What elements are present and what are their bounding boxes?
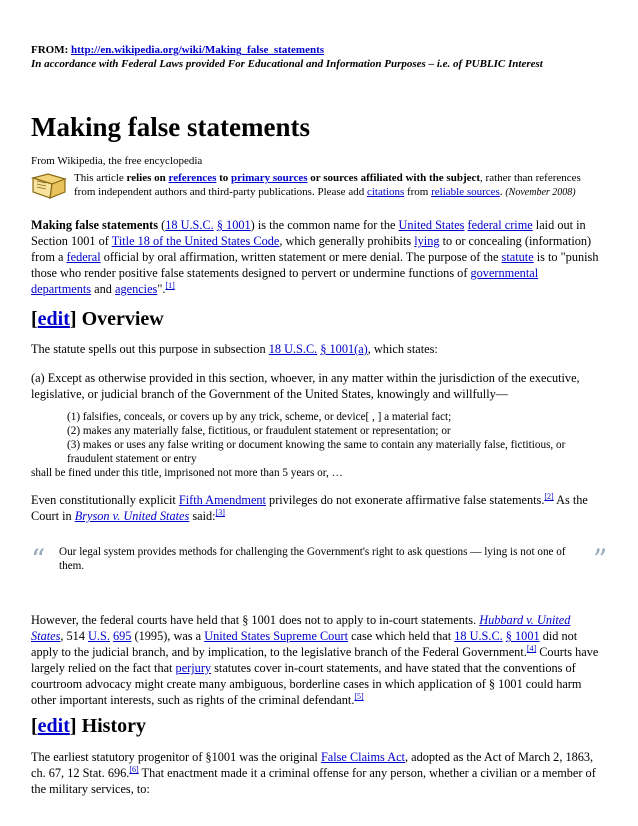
bryson-link[interactable]: Bryson v. United States <box>74 509 190 523</box>
edit-overview-link[interactable]: edit <box>37 308 70 330</box>
ref-4-link[interactable]: [4] <box>526 643 537 653</box>
page-title: Making false statements <box>31 112 310 142</box>
agencies-link[interactable]: agencies <box>115 282 158 296</box>
hubbard-link-cont[interactable]: States <box>31 629 61 643</box>
departments-link[interactable]: departments <box>31 282 92 296</box>
usc-link-2[interactable]: 18 U.S.C. <box>268 342 318 356</box>
ref-5-link[interactable]: [5] <box>354 691 364 701</box>
section-1001-link[interactable]: § 1001 <box>216 218 251 232</box>
federal-link[interactable]: federal <box>66 250 101 264</box>
usc-link-3[interactable]: 18 U.S.C. <box>454 629 503 643</box>
ref-3-link[interactable]: [3] <box>215 507 225 517</box>
source-line <box>31 44 324 57</box>
page-695-link[interactable]: 695 <box>113 629 132 643</box>
list-item: (2) makes any materially false, fictitious, or fraudulent statement or representation; or <box>67 425 451 437</box>
fifth-amendment-link[interactable]: Fifth Amendment <box>178 493 266 507</box>
edit-history-link[interactable]: edit <box>37 715 70 737</box>
list-item: fraudulent statement or entry <box>67 453 197 465</box>
list-item: (1) falsifies, conceals, or covers up by any trick, scheme, or device[ , ] a material fact; <box>67 411 452 423</box>
statute-text: (a) Except as otherwise provided in this section, whoever, in any matter within the jurisdiction of the executive, legislative, or judicial branch of the Government of the United States, knowingly and willfully— <box>31 371 580 401</box>
notice-box: This article relies on references to primary sources or sources affiliated with the subject, rather than references from independent authors and third-party publications. Please add citations from reliable sources. (November 2008) <box>74 172 581 198</box>
united-states-link[interactable]: United States <box>398 218 465 232</box>
overview-intro: The statute spells out this purpose in subsection 18 U.S.C. § 1001(a), which states: <box>31 342 438 356</box>
book-icon <box>30 170 68 202</box>
supreme-court-link[interactable]: United States Supreme Court <box>204 629 348 643</box>
perjury-link[interactable]: perjury <box>175 661 212 675</box>
statute-list <box>67 410 612 466</box>
references-link[interactable]: references <box>168 172 217 184</box>
overview-heading: [edit] Overview <box>31 308 164 330</box>
source-url-link[interactable]: http://en.wikipedia.org/wiki/Making_false_statements <box>71 44 325 56</box>
ref-1-link[interactable]: [1] <box>165 280 175 290</box>
from-label: FROM: <box>31 44 69 56</box>
hubbard-link[interactable]: Hubbard v. United <box>479 613 571 627</box>
list-item: (3) makes or uses any false writing or document knowing the same to contain any materially false, fictitious, or <box>67 439 566 451</box>
penalty-text: shall be fined under this title, imprisoned not more than 5 years or, … <box>31 467 343 479</box>
legal-notice: In accordance with Federal Laws provided For Educational and Information Purposes – i.e. of PUBLIC Interest <box>31 58 543 70</box>
hubbard-paragraph: However, the federal courts have held that § 1001 does not to apply to in-court statements. Hubbard v. United States, 514 U.S. 695 (1995), was a United States Supreme Court case which held that 18 U.S.C. § 1001 did not apply to the judicial branch, and by implication, to the legislative branch of the Federal Government.[4] Courts have largely relied on the fact that perjury statutes cover in-court statements, and have stated that the conventions of courtroom advocacy might create many ambiguous, borderline cases in which application of § 1001 could harm other important interests, such as rights of the criminal defendant.[5] <box>31 613 599 707</box>
reliable-sources-link[interactable]: reliable sources <box>431 186 500 198</box>
tagline: From Wikipedia, the free encyclopedia <box>31 155 203 167</box>
notice-date: (November 2008) <box>505 187 576 198</box>
statute-link[interactable]: statute <box>501 250 534 264</box>
ref-6-link[interactable]: [6] <box>129 764 139 774</box>
history-heading: [edit] History <box>31 715 146 737</box>
title-18-link[interactable]: Title 18 of the United States Code <box>111 234 280 248</box>
history-paragraph: The earliest statutory progenitor of §1001 was the original False Claims Act, adopted as the Act of March 2, 1863, ch. 67, 12 Stat. 696.[6] That enactment made it a criminal offense for any person, whether a civilian or a member of the military services, to: <box>31 750 596 796</box>
block-quote: Our legal system provides methods for challenging the Government's right to ask questions — lying is not one of them. <box>59 546 566 572</box>
federal-crime-link[interactable]: federal crime <box>467 218 533 232</box>
close-quote-icon: ” <box>593 543 608 576</box>
lying-link[interactable]: lying <box>414 234 440 248</box>
ref-2-link[interactable]: [2] <box>544 491 554 501</box>
usc-link[interactable]: 18 U.S.C. <box>165 218 214 232</box>
fifth-amendment-paragraph: Even constitutionally explicit Fifth Amendment privileges do not exonerate affirmative false statements.[2] As the Court in Bryson v. United States said:[3] <box>31 491 588 523</box>
us-reports-link[interactable]: U.S. <box>88 629 110 643</box>
intro-paragraph: Making false statements (18 U.S.C. § 1001) is the common name for the United States federal crime laid out in Section 1001 of Title 18 of the United States Code, which generally prohibits lying to or concealing (information) from a federal official by oral affirmation, written statement or mere denial. The purpose of the statute is to "punish those who render positive false statements designed to pervert or undermine functions of governmental departments and agencies".[1] <box>31 218 599 296</box>
section-1001a-link[interactable]: § 1001(a) <box>320 342 368 356</box>
section-1001-link-2[interactable]: § 1001 <box>505 629 540 643</box>
primary-sources-link[interactable]: primary sources <box>231 172 308 184</box>
citations-link[interactable]: citations <box>366 186 405 198</box>
false-claims-act-link[interactable]: False Claims Act <box>320 750 405 764</box>
governmental-link[interactable]: governmental <box>470 266 539 280</box>
open-quote-icon: “ <box>31 543 46 576</box>
